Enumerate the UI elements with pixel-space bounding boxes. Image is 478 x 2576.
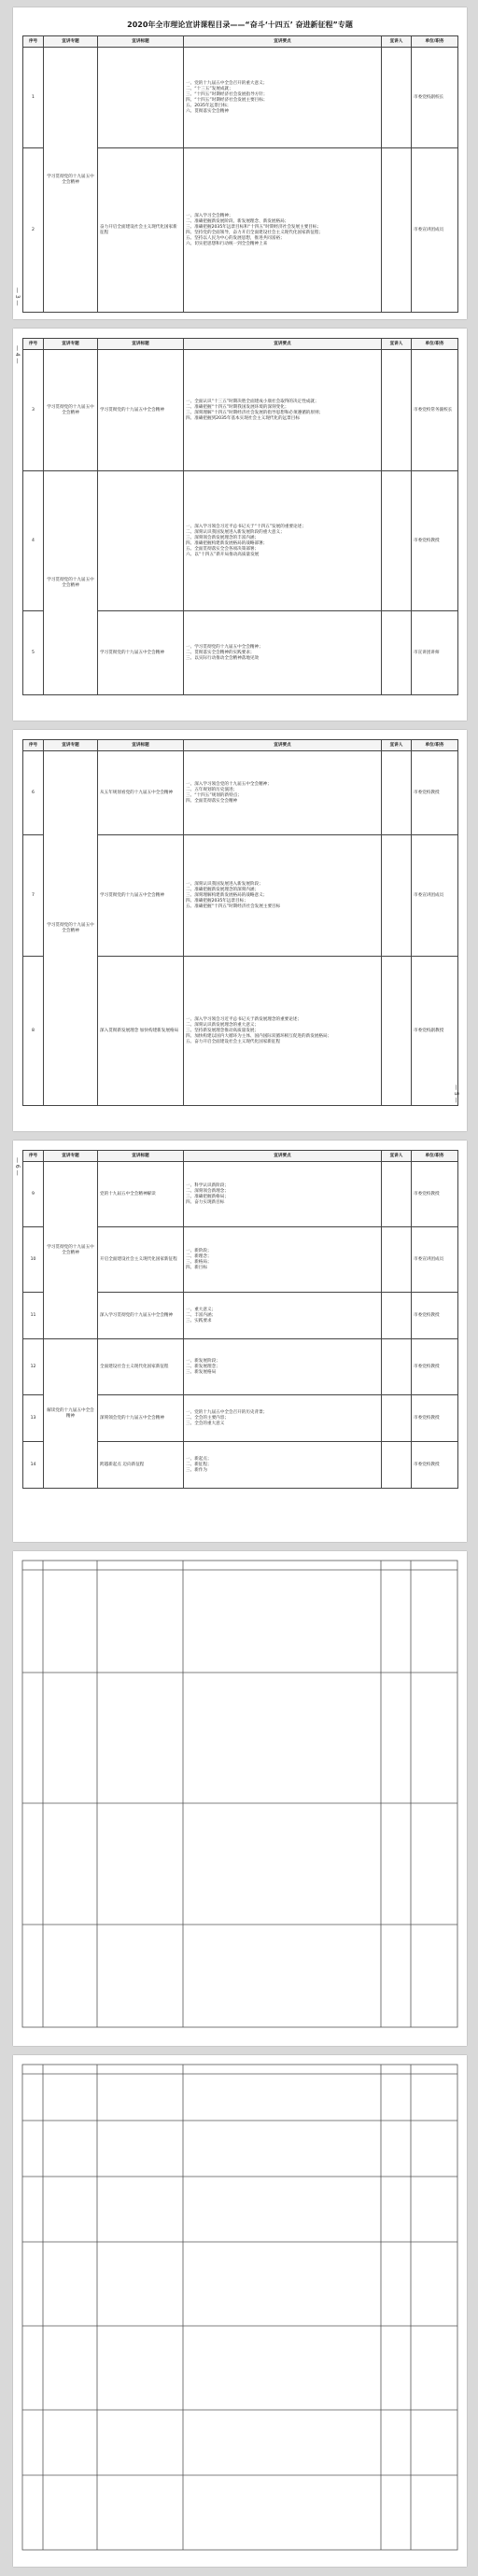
- row-topic: 学习贯彻党的十九届五中全会精神: [44, 751, 98, 1106]
- table-row: [23, 1162, 458, 1227]
- row-points: 一、新发展阶段； 二、新发展理念； 三、新发展格局: [184, 1339, 382, 1395]
- document-page: [13, 1551, 467, 2046]
- row-points: 一、深入学习领会习近平总书记关于新发展理念的重要论述； 二、深刻认识新发展理念的重大意义； 三、坚持新发展理念推动高质量发展； 四、加快构建以国内大循环为主体、国内国际双循环相互促进的新发展格局； 五、奋力开启全面建设社会主义现代化国家新征程: [184, 957, 382, 1106]
- row-title: 学习贯彻党的十九届五中全会精神: [98, 350, 184, 471]
- header-topic: 宣讲专题: [44, 36, 98, 48]
- row-points: 一、深入学习领会党的十九届五中全会精神； 二、五年规划的历史演进； 三、“十四五”规划的新特点； 四、全面贯彻落实全会精神: [184, 751, 382, 835]
- header-index: 序号: [23, 1151, 44, 1162]
- course-table: [22, 1150, 458, 1489]
- header-index: 序号: [23, 339, 44, 350]
- header-speaker: 宣讲人: [382, 339, 412, 350]
- header-title: 宣讲标题: [98, 1151, 184, 1162]
- row-topic: 解读党的十九届五中全会精神: [44, 1339, 98, 1489]
- table-row: [23, 350, 458, 471]
- document-title: 2020年全市理论宣讲课程目录——“奋斗‘十四五’ 奋进新征程”专题: [127, 21, 353, 29]
- header-speaker: 宣讲人: [382, 36, 412, 48]
- header-topic: 宣讲专题: [44, 1151, 98, 1162]
- row-index: 3: [23, 350, 44, 471]
- header-points: 宣讲要点: [184, 1151, 382, 1162]
- table-grid-lines: [13, 1551, 467, 2046]
- page-number: — 3 —: [14, 287, 21, 306]
- row-index: 1: [23, 48, 44, 148]
- table-header-row: [23, 1151, 458, 1162]
- row-title: 跨越新起点 迈向新征程: [98, 1442, 184, 1489]
- header-points: 宣讲要点: [184, 740, 382, 751]
- row-points: 一、党的十九届五中全会召开的重大意义； 二、“十三五”发展成就； 三、“十四五”时期经济社会发展指导方针； 四、“十四五”时期经济社会发展主要目标； 五、2035年远景目标； 六、贯彻落实全会精神: [184, 48, 382, 148]
- row-title: 学习贯彻党的十九届五中全会精神: [98, 611, 184, 695]
- row-speaker: [382, 751, 412, 835]
- header-topic: 宣讲专题: [44, 740, 98, 751]
- row-unit: 市委党校教授: [412, 1442, 458, 1489]
- row-speaker: [382, 1293, 412, 1339]
- header-title: 宣讲标题: [98, 36, 184, 48]
- row-speaker: [382, 957, 412, 1106]
- row-topic: 学习贯彻党的十九届五中全会精神: [44, 471, 98, 695]
- row-speaker: [382, 1442, 412, 1489]
- course-table: [22, 338, 458, 695]
- row-points: 一、全面认识“十三五”时期决胜全面建成小康社会取得的决定性成就； 二、准确把握“十四五”时期我国发展环境的深刻变化； 三、深刻理解“十四五”时期经济社会发展的指导思想和必须遵循的原则； 四、准确把握到2035年基本实现社会主义现代化的远景目标: [184, 350, 382, 471]
- document-page: [13, 329, 467, 721]
- row-speaker: [382, 1339, 412, 1395]
- course-table: [22, 35, 458, 313]
- header-unit: 单位/职务: [412, 1151, 458, 1162]
- row-points: 一、深刻认识我国发展进入新发展阶段； 二、准确把握新发展理念的深刻内涵； 三、深刻理解构建新发展格局的战略意义； 四、准确把握2035年远景目标； 五、准确把握“十四五”时期经济社会发展主要目标: [184, 835, 382, 957]
- row-title: 全面建设社会主义现代化国家新征程: [98, 1339, 184, 1395]
- row-speaker: [382, 1162, 412, 1227]
- row-index: 9: [23, 1162, 44, 1227]
- row-title: [98, 48, 184, 148]
- course-table: [22, 739, 458, 1106]
- row-speaker: [382, 611, 412, 695]
- row-index: 2: [23, 148, 44, 313]
- row-unit: 市委党校副校长: [412, 48, 458, 148]
- table-header-row: [23, 740, 458, 751]
- row-index: 8: [23, 957, 44, 1106]
- row-title: 深入贯彻新发展理念 加快构建新发展格局: [98, 957, 184, 1106]
- row-index: 11: [23, 1293, 44, 1339]
- row-title: 奋力开启全面建设社会主义现代化国家新征程: [98, 148, 184, 313]
- header-points: 宣讲要点: [184, 36, 382, 48]
- page-number: — 6 —: [14, 1157, 21, 1176]
- table-grid-lines: [13, 2055, 467, 2567]
- header-index: 序号: [23, 740, 44, 751]
- table-header-row: [23, 339, 458, 350]
- row-speaker: [382, 1227, 412, 1293]
- row-points: 一、深入学习领会习近平总书记关于“十四五”发展的重要论述； 二、深刻认识我国发展进入新发展阶段的重大意义； 三、深刻领会新发展理念的丰富内涵； 四、准确把握构建新发展格局的战略部署； 五、全面贯彻落实全会各项决策部署； 六、以“十四五”新开局推动高质量发展: [184, 471, 382, 611]
- row-index: 13: [23, 1395, 44, 1442]
- row-index: 14: [23, 1442, 44, 1489]
- row-index: 5: [23, 611, 44, 695]
- table-row: [23, 471, 458, 611]
- row-points: 一、科学认识新阶段； 二、深刻领会新理念； 三、准确把握新格局； 四、奋力实现新目标: [184, 1162, 382, 1227]
- row-unit: 市宣讲团讲师: [412, 611, 458, 695]
- row-speaker: [382, 148, 412, 313]
- page-number: — 5 —: [453, 1085, 459, 1103]
- row-unit: 市委党校副教授: [412, 957, 458, 1106]
- header-index: 序号: [23, 36, 44, 48]
- document-page: [13, 730, 467, 1131]
- page-number: — 4 —: [14, 345, 21, 364]
- header-unit: 单位/职务: [412, 339, 458, 350]
- row-unit: 市委党校教授: [412, 1339, 458, 1395]
- row-points: 一、党的十九届五中全会召开的历史背景； 二、全会的主要内容； 三、全会的重大意义: [184, 1395, 382, 1442]
- row-topic: 学习贯彻党的十九届五中全会精神: [44, 1162, 98, 1339]
- row-index: 4: [23, 471, 44, 611]
- row-title: 党的十九届五中全会精神解读: [98, 1162, 184, 1227]
- header-title: 宣讲标题: [98, 339, 184, 350]
- row-speaker: [382, 350, 412, 471]
- row-unit: 市委宣讲团成员: [412, 1227, 458, 1293]
- table-row: [23, 751, 458, 835]
- row-unit: 市委党校教授: [412, 1162, 458, 1227]
- row-topic: 学习贯彻党的十九届五中全会精神: [44, 350, 98, 471]
- row-points: 一、深入学习全会精神； 二、准确把握新发展阶段、新发展理念、新发展格局； 三、准确把握2035年远景目标和“十四五”时期经济社会发展主要目标； 四、坚持党的全面领导，奋力开启全面建设社会主义现代化国家新征程； 五、坚持以人民为中心的发展思想，推进共同富裕； 六、切实把思想和行动统一到全会精神上来: [184, 148, 382, 313]
- document-page: [13, 1141, 467, 1542]
- row-unit: 市委党校教授: [412, 751, 458, 835]
- row-unit: 市委党校教授: [412, 1293, 458, 1339]
- header-unit: 单位/职务: [412, 740, 458, 751]
- header-speaker: 宣讲人: [382, 740, 412, 751]
- table-row: [23, 1339, 458, 1395]
- row-unit: 市委宣讲团成员: [412, 835, 458, 957]
- row-title: 深入学习贯彻党的十九届五中全会精神: [98, 1293, 184, 1339]
- row-index: 7: [23, 835, 44, 957]
- header-speaker: 宣讲人: [382, 1151, 412, 1162]
- row-title: 深刻领会党的十九届五中全会精神: [98, 1395, 184, 1442]
- row-speaker: [382, 48, 412, 148]
- row-speaker: [382, 1395, 412, 1442]
- row-title: 从五年规划看党的十九届五中全会精神: [98, 751, 184, 835]
- row-topic: 学习贯彻党的十九届五中全会精神: [44, 48, 98, 313]
- row-points: 一、新阶段； 二、新理念； 三、新格局； 四、新目标: [184, 1227, 382, 1293]
- row-points: 一、新起点； 二、新征程； 三、新作为: [184, 1442, 382, 1489]
- row-unit: 市委党校常务副校长: [412, 350, 458, 471]
- document-page: [13, 2055, 467, 2567]
- document-page: [13, 7, 467, 319]
- row-unit: 市委党校教授: [412, 1395, 458, 1442]
- row-speaker: [382, 835, 412, 957]
- header-title: 宣讲标题: [98, 740, 184, 751]
- row-unit: 市委党校教授: [412, 471, 458, 611]
- row-points: 一、重大意义； 二、丰富内涵； 三、实践要求: [184, 1293, 382, 1339]
- row-unit: 市委宣讲团成员: [412, 148, 458, 313]
- header-topic: 宣讲专题: [44, 339, 98, 350]
- header-unit: 单位/职务: [412, 36, 458, 48]
- row-title: 学习贯彻党的十九届五中全会精神: [98, 835, 184, 957]
- row-index: 12: [23, 1339, 44, 1395]
- table-row: [23, 48, 458, 148]
- row-title: 开启全面建设社会主义现代化国家新征程: [98, 1227, 184, 1293]
- row-title: [98, 471, 184, 611]
- row-index: 10: [23, 1227, 44, 1293]
- table-header-row: [23, 36, 458, 48]
- header-points: 宣讲要点: [184, 339, 382, 350]
- row-points: 一、学习贯彻党的十九届五中全会精神； 二、贯彻落实全会精神的实践要求； 三、以实际行动推动全会精神落地见效: [184, 611, 382, 695]
- row-index: 6: [23, 751, 44, 835]
- row-speaker: [382, 471, 412, 611]
